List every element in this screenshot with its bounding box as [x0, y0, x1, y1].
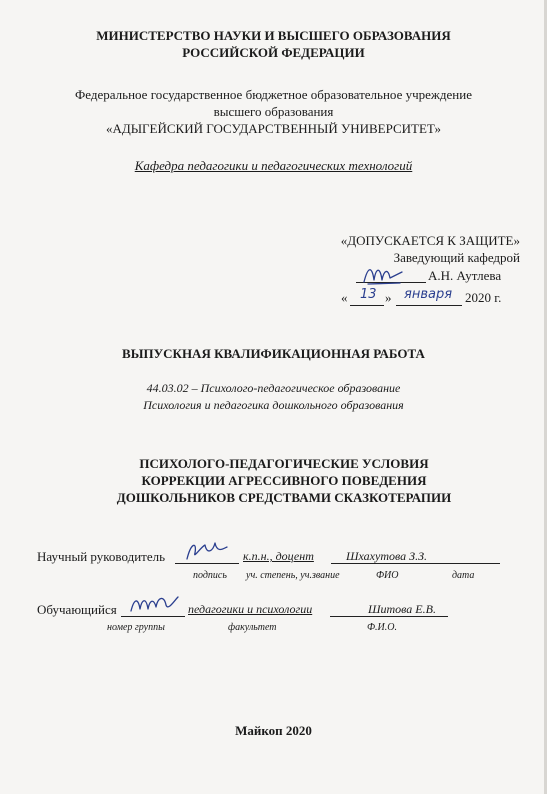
head-name: А.Н. Аутлева: [428, 268, 502, 283]
ministry-line-2: РОССИЙСКОЙ ФЕДЕРАЦИИ: [182, 45, 365, 60]
admit-to-defense: «ДОПУСКАЕТСЯ К ЗАЩИТЕ»: [340, 233, 520, 248]
head-of-department-title: Заведующий кафедрой: [393, 250, 520, 265]
student-label: Обучающийся: [37, 602, 117, 617]
department-name: Кафедра педагогики и педагогических технологий: [134, 158, 413, 173]
supervisor-label: Научный руководитель: [37, 549, 166, 564]
supervisor-signature-line: [175, 563, 239, 564]
work-type: ВЫПУСКНАЯ КВАЛИФИКАЦИОННАЯ РАБОТА: [122, 346, 425, 361]
supervisor-date-line: [444, 563, 500, 564]
date-month-line: [396, 305, 462, 306]
institution-line-2: высшего образования: [213, 104, 334, 119]
ministry-line-1: МИНИСТЕРСТВО НАУКИ И ВЫСШЕГО ОБРАЗОВАНИЯ: [96, 28, 451, 43]
date-month: января: [404, 287, 453, 302]
supervisor-signature: [183, 537, 229, 563]
date-close-quote: »: [385, 290, 392, 305]
thesis-title-line-1: ПСИХОЛОГО-ПЕДАГОГИЧЕСКИЕ УСЛОВИЯ: [139, 456, 429, 471]
caption-signature: подпись: [193, 570, 227, 581]
date-year: 2020 г.: [465, 290, 502, 305]
student-faculty: педагогики и психологии: [188, 602, 313, 616]
supervisor-name: Шхахутова З.З.: [346, 549, 428, 563]
date-day: 13: [360, 287, 377, 302]
caption-student-fio: Ф.И.О.: [367, 622, 397, 633]
specialty-profile: Психология и педагогика дошкольного образования: [143, 398, 404, 412]
city-year: Майкоп 2020: [235, 723, 312, 738]
thesis-title-line-3: ДОШКОЛЬНИКОВ СРЕДСТВАМИ СКАЗКОТЕРАПИИ: [116, 490, 452, 505]
date-open-quote: «: [341, 290, 348, 305]
university-name: «АДЫГЕЙСКИЙ ГОСУДАРСТВЕННЫЙ УНИВЕРСИТЕТ»: [105, 121, 442, 136]
caption-date: дата: [452, 570, 475, 581]
supervisor-degree: к.п.н., доцент: [243, 549, 314, 563]
date-day-line: [350, 305, 384, 306]
thesis-title-line-2: КОРРЕКЦИИ АГРЕССИВНОГО ПОВЕДЕНИЯ: [141, 473, 427, 488]
caption-fio: ФИО: [376, 570, 399, 581]
student-name: Шитова Е.В.: [368, 602, 436, 616]
institution-line-1: Федеральное государственное бюджетное образовательное учреждение: [75, 87, 472, 102]
head-signature: [362, 262, 406, 288]
caption-degree: уч. степень, уч.звание: [246, 570, 340, 581]
caption-group: номер группы: [107, 622, 165, 633]
specialty-code: 44.03.02 – Психолого-педагогическое образование: [146, 381, 401, 395]
student-signature: [128, 591, 180, 617]
caption-faculty: факультет: [228, 622, 277, 633]
